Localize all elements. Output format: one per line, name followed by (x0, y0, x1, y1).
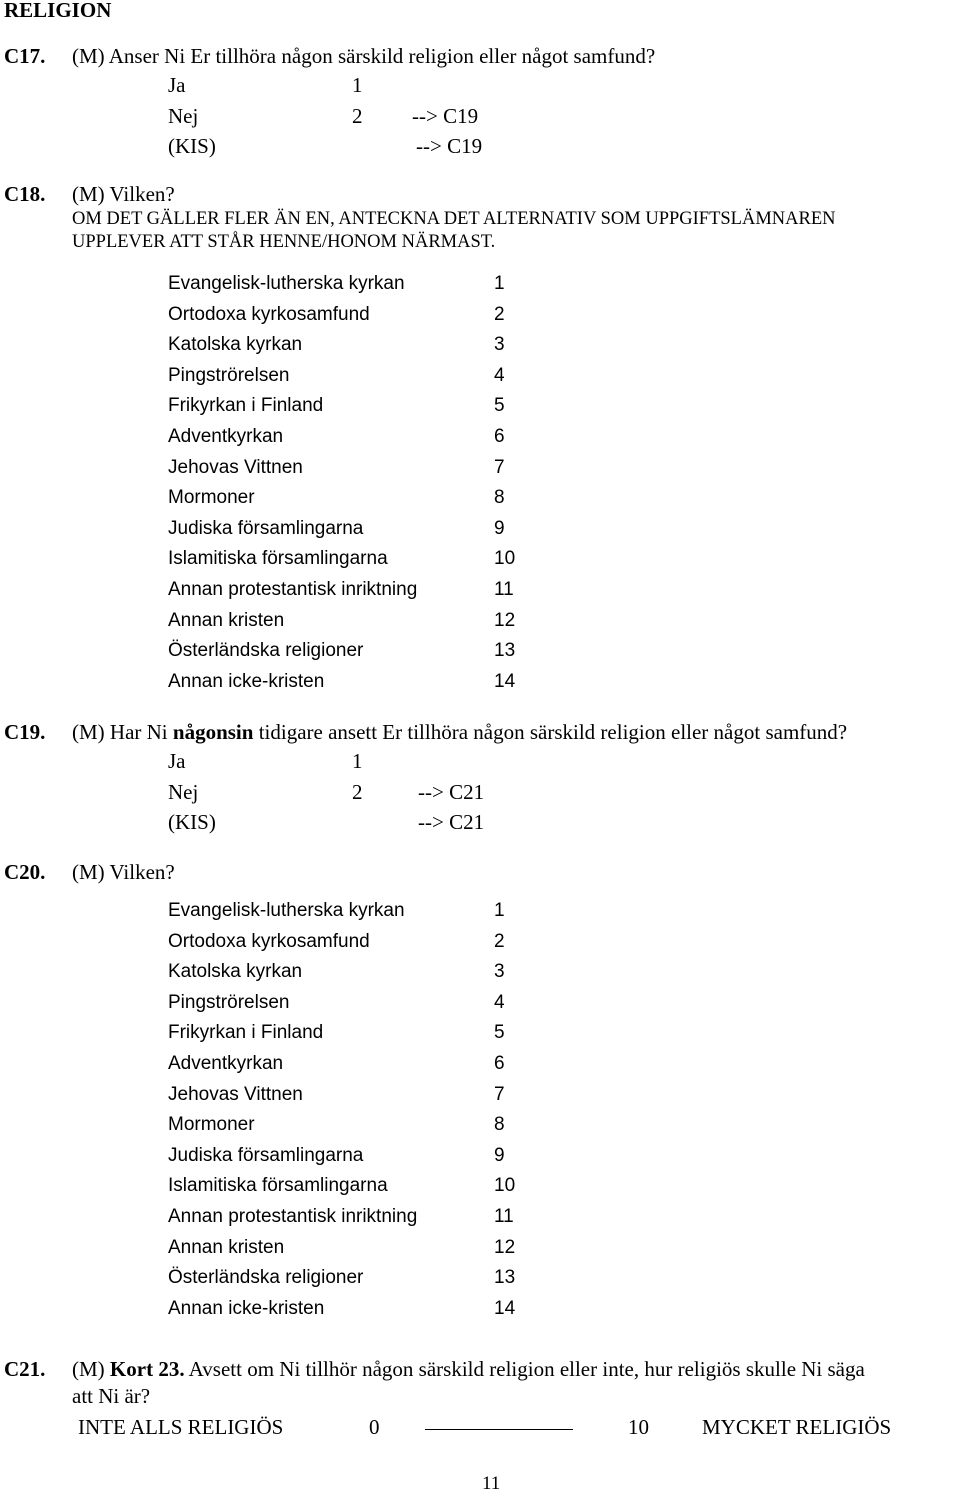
scale-high-label: MYCKET RELIGIÖS (702, 1415, 892, 1439)
option-code: 7 (494, 457, 505, 478)
option-code: 11 (494, 1206, 514, 1227)
option-label: Ortodoxa kyrkosamfund (168, 931, 370, 952)
option-code: 6 (494, 426, 505, 447)
option-code: 2 (494, 931, 505, 952)
option-code: 2 (352, 780, 363, 804)
option-label: Evangelisk-lutherska kyrkan (168, 900, 405, 921)
option-label: Judiska församlingarna (168, 518, 364, 539)
question-number-c18: C18. (4, 182, 46, 206)
option-code: 1 (494, 900, 505, 921)
option-code: 11 (494, 579, 514, 600)
option-label: Ja (168, 749, 186, 773)
option-label: Österländska religioner (168, 640, 364, 661)
section-title: RELIGION (4, 0, 112, 22)
question-emphasis: Kort 23. (109, 1357, 185, 1381)
option-label: Nej (168, 104, 199, 128)
option-code: 1 (352, 749, 363, 773)
option-label: Frikyrkan i Finland (168, 1022, 324, 1043)
option-code: 13 (494, 1267, 516, 1288)
option-label: (KIS) (168, 134, 216, 158)
option-label: Annan icke-kristen (168, 671, 325, 692)
interviewer-instruction-line2: UPPLEVER ATT STÅR HENNE/HONOM NÄRMAST. (72, 232, 496, 252)
question-text-part: tidigare ansett Er tillhöra någon särskild religion eller något samfund? (258, 720, 848, 744)
option-code: 3 (494, 334, 505, 355)
option-code: 6 (494, 1053, 505, 1074)
option-label: Mormoner (168, 487, 255, 508)
option-label: Islamitiska församlingarna (168, 1175, 388, 1196)
skip-instruction: --> C21 (418, 780, 485, 804)
question-number-c20: C20. (4, 860, 46, 884)
question-emphasis: någonsin (172, 720, 254, 744)
option-code: 2 (494, 304, 505, 325)
scale-line (425, 1429, 573, 1430)
option-label: Ortodoxa kyrkosamfund (168, 304, 370, 325)
option-code: 14 (494, 671, 516, 692)
interviewer-instruction-line1: OM DET GÄLLER FLER ÄN EN, ANTECKNA DET ALTERNATIV SOM UPPGIFTSLÄMNAREN (72, 209, 836, 229)
option-label: Evangelisk-lutherska kyrkan (168, 273, 405, 294)
option-code: 7 (494, 1084, 505, 1105)
option-code: 8 (494, 487, 505, 508)
option-label: Jehovas Vittnen (168, 457, 303, 478)
option-label: Annan kristen (168, 1237, 285, 1258)
option-label: Pingströrelsen (168, 992, 290, 1013)
option-label: Annan icke-kristen (168, 1298, 325, 1319)
option-code: 10 (494, 548, 516, 569)
option-code: 1 (494, 273, 505, 294)
option-label: (KIS) (168, 810, 216, 834)
option-code: 8 (494, 1114, 505, 1135)
option-label: Jehovas Vittnen (168, 1084, 303, 1105)
option-code: 2 (352, 104, 363, 128)
question-text-part: Avsett om Ni tillhör någon särskild religion eller inte, hur religiös skulle Ni säga (188, 1357, 865, 1381)
option-code: 9 (494, 518, 505, 539)
question-text-c18: (M) Vilken? (72, 182, 175, 206)
option-code: 14 (494, 1298, 516, 1319)
option-label: Judiska församlingarna (168, 1145, 364, 1166)
question-text-c20: (M) Vilken? (72, 860, 175, 884)
scale-low-value: 0 (369, 1415, 380, 1439)
option-code: 12 (494, 1237, 516, 1258)
question-text-c21 (72, 1357, 865, 1381)
option-label: Adventkyrkan (168, 1053, 284, 1074)
option-code: 12 (494, 610, 516, 631)
question-number-c17: C17. (4, 44, 46, 68)
option-code: 4 (494, 365, 505, 386)
option-label: Katolska kyrkan (168, 961, 303, 982)
option-code: 13 (494, 640, 516, 661)
option-code: 3 (494, 961, 505, 982)
question-text-c17: (M) Anser Ni Er tillhöra någon särskild religion eller något samfund? (72, 44, 656, 68)
option-label: Annan protestantisk inriktning (168, 579, 418, 600)
option-code: 4 (494, 992, 505, 1013)
option-label: Mormoner (168, 1114, 255, 1135)
option-code: 5 (494, 1022, 505, 1043)
option-label: Ja (168, 73, 186, 97)
question-text-c21-line2: att Ni är? (72, 1384, 151, 1408)
option-label: Nej (168, 780, 199, 804)
question-text-part: (M) Har Ni (72, 720, 168, 744)
option-label: Annan kristen (168, 610, 285, 631)
option-label: Annan protestantisk inriktning (168, 1206, 418, 1227)
question-number-c21: C21. (4, 1357, 46, 1381)
page-number: 11 (482, 1473, 501, 1494)
option-label: Katolska kyrkan (168, 334, 303, 355)
option-code: 10 (494, 1175, 516, 1196)
skip-instruction: --> C19 (412, 104, 479, 128)
skip-instruction: --> C19 (416, 134, 483, 158)
scale-high-value: 10 (628, 1415, 649, 1439)
option-label: Österländska religioner (168, 1267, 364, 1288)
option-label: Pingströrelsen (168, 365, 290, 386)
option-code: 1 (352, 73, 363, 97)
scale-low-label: INTE ALLS RELIGIÖS (78, 1415, 284, 1439)
option-label: Frikyrkan i Finland (168, 395, 324, 416)
option-label: Islamitiska församlingarna (168, 548, 388, 569)
option-label: Adventkyrkan (168, 426, 284, 447)
option-code: 5 (494, 395, 505, 416)
skip-instruction: --> C21 (418, 810, 485, 834)
question-number-c19: C19. (4, 720, 46, 744)
option-code: 9 (494, 1145, 505, 1166)
question-text-c19 (72, 720, 847, 744)
question-text-part: (M) (72, 1357, 105, 1381)
